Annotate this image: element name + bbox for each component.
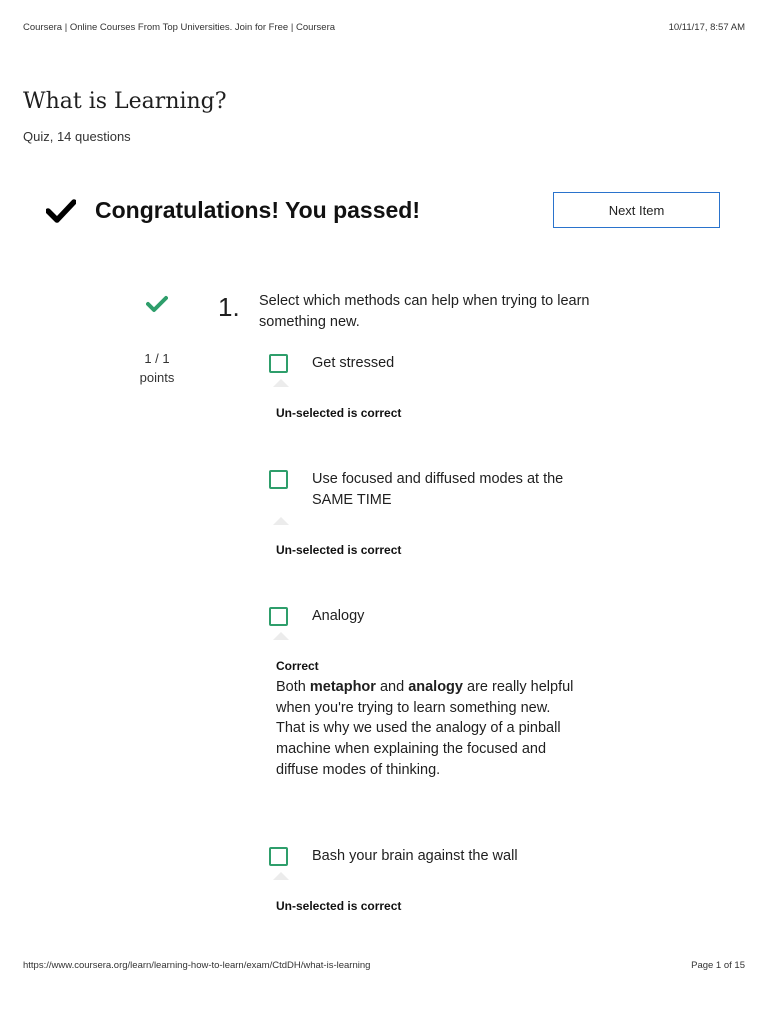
- score-value: 1 / 1: [144, 351, 170, 366]
- option-label: Analogy: [312, 608, 365, 624]
- print-page-title: Coursera | Online Courses From Top Universities. Join for Free | Coursera: [23, 22, 336, 33]
- print-header: [23, 22, 745, 33]
- feedback-title: Un-selected is correct: [276, 543, 402, 557]
- print-datetime: 10/11/17, 8:57 AM: [668, 22, 745, 33]
- option-checkbox[interactable]: [269, 847, 288, 866]
- feedback-keyword-analogy: analogy: [408, 679, 463, 695]
- option-label: Bash your brain against the wall: [312, 848, 518, 864]
- feedback-caret: [273, 632, 289, 640]
- feedback-title: Correct: [276, 659, 319, 673]
- checkmark-icon: [46, 198, 76, 224]
- option-checkbox[interactable]: [269, 354, 288, 373]
- feedback-explanation: [276, 677, 576, 781]
- pass-message: Congratulations! You passed!: [95, 197, 421, 223]
- feedback-caret: [273, 517, 289, 525]
- quiz-subtitle: Quiz, 14 questions: [23, 129, 131, 144]
- feedback-caret: [273, 872, 289, 880]
- option-checkbox[interactable]: [269, 607, 288, 626]
- option-label: Use focused and diffused modes at the SAME TIME: [312, 471, 564, 508]
- feedback-caret: [273, 379, 289, 387]
- question-score: [126, 349, 188, 387]
- print-footer: [23, 960, 745, 971]
- score-unit: points: [139, 370, 175, 385]
- quiz-title: What is Learning?: [23, 89, 227, 114]
- option-label: Get stressed: [312, 355, 395, 371]
- feedback-text-part: and: [375, 679, 409, 695]
- question-number: 1.: [218, 292, 240, 322]
- print-url: https://www.coursera.org/learn/learning-how-to-learn/exam/CtdDH/what-is-learning: [23, 960, 371, 971]
- question-text: Select which methods can help when trying to learn something new.: [259, 293, 590, 330]
- feedback-text-part: are really helpful when you're trying to learn something new. That is why we used the analogy of a pinball machine when explaining the focused and diffuse modes of thinking.: [276, 679, 574, 778]
- feedback-text-part: Both: [276, 679, 310, 695]
- option-checkbox[interactable]: [269, 470, 288, 489]
- feedback-title: Un-selected is correct: [276, 406, 402, 420]
- feedback-keyword-metaphor: metaphor: [309, 679, 376, 695]
- feedback-title: Un-selected is correct: [276, 899, 402, 913]
- next-item-button[interactable]: Next Item: [553, 192, 720, 228]
- print-page-number: Page 1 of 15: [691, 960, 745, 971]
- green-check-icon: [146, 295, 168, 313]
